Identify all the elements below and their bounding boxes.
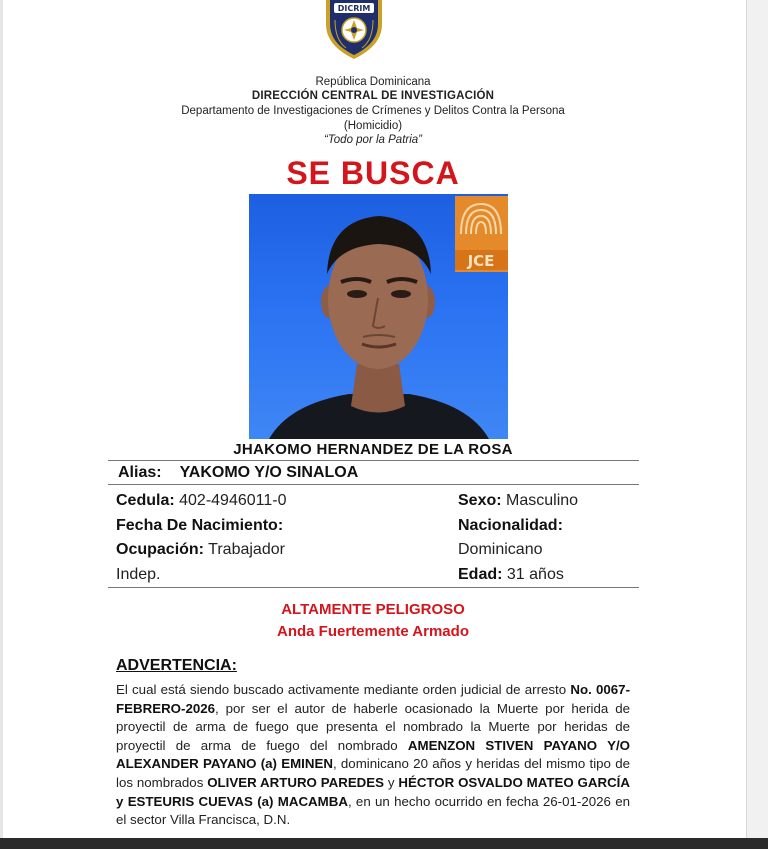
ocupacion-label: Ocupación: [116,541,205,558]
cedula-row [116,491,286,511]
header-unit: (Homicidio) [343,120,403,132]
edad-row [458,565,564,585]
jce-badge-text: JCE [467,252,495,270]
ocupacion-value: Trabajador [208,541,285,558]
header-country: República Dominicana [315,76,431,88]
sexo-row [458,491,578,511]
jce-badge [455,196,508,272]
sexo-value: Masculino [506,492,579,509]
header-department: Departamento de Investigaciones de Crímenes y Delitos Contra la Persona [181,105,565,117]
alias-label: Alias: [118,464,162,481]
nacionalidad-label: Nacionalidad: [458,517,563,534]
fecha-nacimiento-label: Fecha De Nacimiento: [116,517,284,534]
suspect-photo [249,194,508,439]
header-direction: DIRECCIÓN CENTRAL DE INVESTIGACIÓN [251,90,495,102]
ocupacion-value-cont: Indep. [116,566,161,583]
divider [108,587,639,588]
divider [108,484,639,485]
header-motto: “Todo por la Patria” [323,134,422,146]
dicrim-seal-logo [322,0,386,60]
edad-value: 31 años [506,566,564,583]
viewer-right-gutter [746,0,768,849]
sexo-label: Sexo: [458,492,502,509]
alias-row [118,463,358,483]
divider [108,460,639,461]
headline-se-busca: SE BUSCA [286,155,460,191]
taskbar-strip [0,838,768,849]
svg-text:DICRIM: DICRIM [337,4,371,13]
cedula-label: Cedula: [116,492,175,509]
ocupacion-row [116,540,285,560]
edad-label: Edad: [458,566,503,583]
alias-value: YAKOMO Y/O SINALOA [179,464,359,481]
warning-armed: Anda Fuertemente Armado [277,623,469,640]
cedula-value: 402-4946011-0 [179,492,287,509]
advertencia-title: ADVERTENCIA: [116,657,237,674]
suspect-name: JHAKOMO HERNANDEZ DE LA ROSA [233,441,513,458]
nacionalidad-value: Dominicano [458,541,543,558]
warning-dangerous: ALTAMENTE PELIGROSO [281,601,465,618]
advertencia-body: El cual está siendo buscado activamente mediante orden judicial de arresto No. 0067-FEBRERO-2026, por ser el autor de haberle ocasionado la Muerte por herida de proyectil de arma de fuego que presenta el nombrado la Muerte por heridas de proyectil de arma de fuego del nombrado AMENZON STIVEN PAYANO Y/O ALEXANDER PAYANO (a) EMINEN, dominicano 20 años y heridas del mismo tipo de los nombrados OLIVER ARTURO PAREDES y HÉCTOR OSVALDO MATEO GARCÍA y ESTEURIS CUEVAS (a) MACAMBA, en un hecho ocurrido en fecha 26-01-2026 en el sector Villa Francisca, D.N. [116,682,630,828]
